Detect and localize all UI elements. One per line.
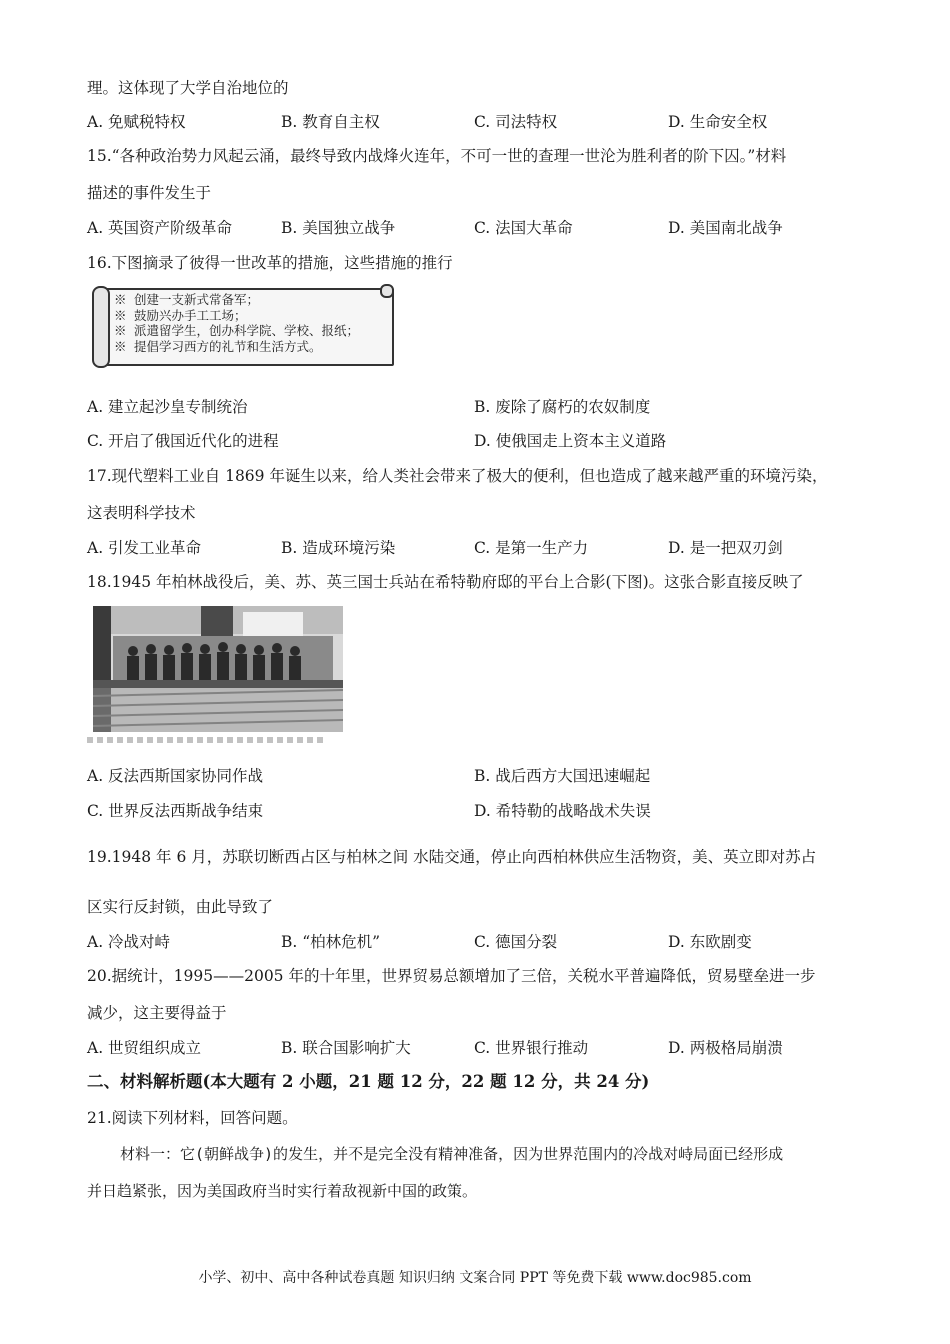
q15-option-d: D. 美国南北战争 bbox=[668, 219, 783, 237]
q16-option-d: D. 使俄国走上资本主义道路 bbox=[474, 432, 667, 450]
question-20-stem: 20.据统计，1995——2005 年的十年里，世界贸易总额增加了三倍，关税水平普遍降低，贸易壁垒进一步 bbox=[87, 967, 816, 985]
scroll-right-curl bbox=[380, 284, 394, 298]
q19-option-c: C. 德国分裂 bbox=[474, 933, 558, 951]
q14-option-d: D. 生命安全权 bbox=[668, 113, 768, 131]
q18-option-d: D. 希特勒的战略战术失误 bbox=[474, 802, 651, 820]
soldiers-group-photo bbox=[93, 606, 343, 732]
q17-option-c: C. 是第一生产力 bbox=[474, 539, 589, 557]
q20-option-c: C. 世界银行推动 bbox=[474, 1039, 589, 1057]
q14-option-c: C. 司法特权 bbox=[474, 113, 558, 131]
q15-option-c: C. 法国大革命 bbox=[474, 219, 573, 237]
scroll-item: ※ 鼓励兴办手工工场； bbox=[114, 307, 247, 323]
scroll-item: ※ 创建一支新式常备军； bbox=[114, 292, 260, 307]
question-19-stem-cont: 区实行反封锁，由此导致了 bbox=[87, 898, 274, 916]
question-15-stem: 15.“各种政治势力风起云涌，最终导致内战烽火连年，不可一世的查理一世沦为胜利者的阶下囚。”材料 bbox=[87, 147, 787, 165]
q18-option-c: C. 世界反法西斯战争结束 bbox=[87, 802, 264, 820]
q14-option-b: B. 教育自主权 bbox=[281, 113, 380, 131]
q15-option-b: B. 美国独立战争 bbox=[281, 219, 396, 237]
scroll-items bbox=[114, 292, 359, 354]
reform-measures-scroll bbox=[92, 284, 394, 366]
question-16-stem: 16.下图摘录了彼得一世改革的措施，这些措施的推行 bbox=[87, 254, 453, 272]
q19-option-b: B. “柏林危机” bbox=[281, 933, 381, 951]
q16-option-a: A. 建立起沙皇专制统治 bbox=[87, 398, 248, 416]
scroll-item: ※ 派遣留学生，创办科学院、学校、报纸； bbox=[114, 323, 360, 338]
question-14-stem-end: 理。这体现了大学自治地位的 bbox=[87, 79, 289, 97]
q20-option-b: B. 联合国影响扩大 bbox=[281, 1039, 411, 1057]
q17-option-d: D. 是一把双刃剑 bbox=[668, 539, 783, 557]
question-15-stem-cont: 描述的事件发生于 bbox=[87, 184, 212, 202]
question-17-stem: 17.现代塑料工业自 1869 年诞生以来，给人类社会带来了极大的便利，但也造成了越来越严重的环境污染， bbox=[87, 467, 828, 485]
material-one-line1: 材料一：它(朝鲜战争)的发生，并不是完全没有精神准备，因为世界范围内的冷战对峙局面已经形成 bbox=[120, 1145, 784, 1163]
page-footer: 小学、初中、高中各种试卷真题 知识归纳 文案合同 PPT 等免费下载 www.doc985.com bbox=[198, 1270, 752, 1286]
photo-illustration bbox=[93, 606, 343, 732]
q14-option-a: A. 免赋税特权 bbox=[87, 113, 186, 131]
q17-option-b: B. 造成环境污染 bbox=[281, 539, 396, 557]
q16-option-b: B. 废除了腐朽的农奴制度 bbox=[474, 398, 651, 416]
scroll-item: ※ 提倡学习西方的礼节和生活方式。 bbox=[114, 338, 322, 354]
photo-caption-strip bbox=[87, 737, 325, 743]
question-17-stem-cont: 这表明科学技术 bbox=[87, 504, 196, 522]
q16-option-c: C. 开启了俄国近代化的进程 bbox=[87, 432, 279, 450]
q15-option-a: A. 英国资产阶级革命 bbox=[87, 219, 233, 237]
q17-option-a: A. 引发工业革命 bbox=[87, 539, 202, 557]
q20-option-d: D. 两极格局崩溃 bbox=[668, 1039, 783, 1057]
q18-option-a: A. 反法西斯国家协同作战 bbox=[87, 767, 264, 785]
scroll-left-curl bbox=[92, 286, 110, 368]
question-21-stem: 21.阅读下列材料，回答问题。 bbox=[87, 1109, 298, 1127]
q19-option-d: D. 东欧剧变 bbox=[668, 933, 752, 951]
material-one-line2: 并日趋紧张，因为美国政府当时实行着敌视新中国的政策。 bbox=[87, 1182, 478, 1200]
question-18-stem: 18.1945 年柏林战役后，美、苏、英三国士兵站在希特勒府邸的平台上合影(下图)。这张合影直接反映了 bbox=[87, 573, 804, 591]
section-heading: 二、材料解析题(本大题有 2 小题，21 题 12 分，22 题 12 分，共 24 分) bbox=[87, 1072, 650, 1091]
question-19-stem: 19.1948 年 6 月，苏联切断西占区与柏林之间 水陆交通，停止向西柏林供应生活物资，美、英立即对苏占 bbox=[87, 848, 817, 866]
q18-option-b: B. 战后西方大国迅速崛起 bbox=[474, 767, 651, 785]
q19-option-a: A. 冷战对峙 bbox=[87, 933, 171, 951]
q20-option-a: A. 世贸组织成立 bbox=[87, 1039, 202, 1057]
question-20-stem-cont: 减少，这主要得益于 bbox=[87, 1004, 227, 1022]
